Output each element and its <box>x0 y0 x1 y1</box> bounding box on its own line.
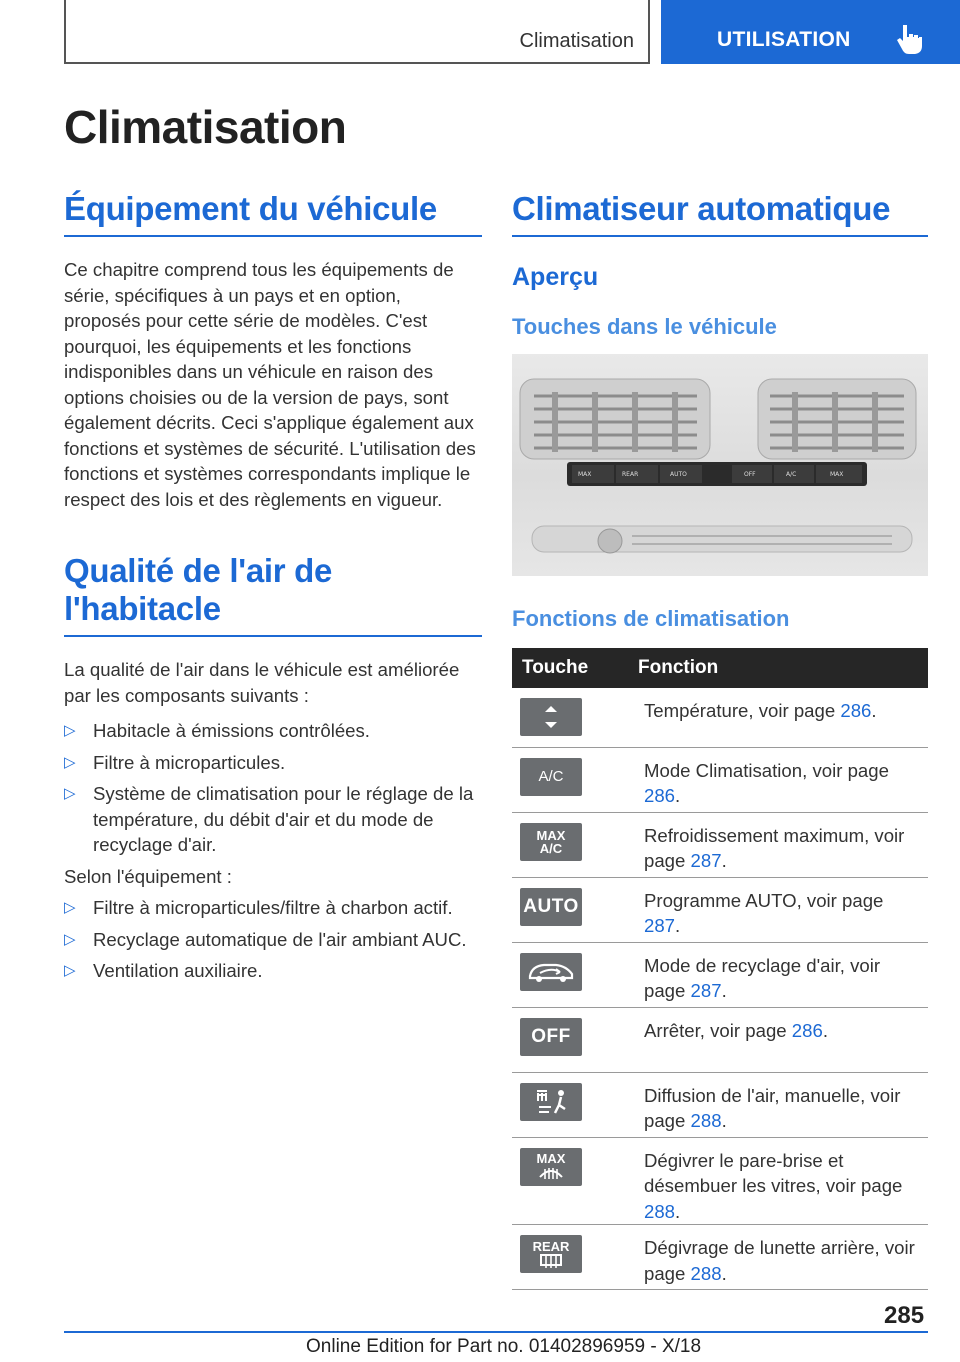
page-link[interactable]: 288 <box>644 1200 676 1222</box>
function-description: Diffusion de l'air, manuelle, voir page 288. <box>636 1072 928 1137</box>
bullet-triangle-icon: ▷ <box>64 785 76 802</box>
right-column <box>512 190 928 1290</box>
photo-button-label: A/C <box>786 471 797 478</box>
photo-button-label: REAR <box>622 471 639 478</box>
list-item: ▷ Filtre à microparticules. <box>64 750 482 776</box>
table-row <box>512 877 928 942</box>
heading-equipment: Équipement du véhicule <box>64 190 482 237</box>
function-description: Programme AUTO, voir page 287. <box>636 877 928 942</box>
list-item: ▷ Filtre à microparticules/filtre à charbon actif. <box>64 895 482 921</box>
heading-buttons-in-vehicle: Touches dans le véhicule <box>512 314 777 339</box>
table-row <box>512 1007 928 1072</box>
table-row <box>512 1137 928 1225</box>
footer-edition: Online Edition for Part no. 01402896959 - X/18 <box>306 1336 702 1357</box>
photo-button-label: AUTO <box>670 471 687 478</box>
bullet-triangle-icon: ▷ <box>64 930 76 948</box>
list-item: ▷ Ventilation auxiliaire. <box>64 958 482 984</box>
air-distribution-icon <box>520 1083 582 1121</box>
footer-divider <box>64 1331 928 1333</box>
photo-button-label: OFF <box>744 471 756 478</box>
table-row <box>512 812 928 877</box>
page-link[interactable]: 288 <box>690 1262 722 1284</box>
function-description: Arrêter, voir page 286. <box>636 1007 928 1072</box>
photo-button-label: MAX <box>578 471 592 478</box>
table-row <box>512 688 928 747</box>
page-title: Climatisation <box>64 101 347 153</box>
list-item: ▷ Habitacle à émissions contrôlées. <box>64 718 482 744</box>
max-defrost-icon: MAX <box>520 1148 582 1186</box>
page-link[interactable]: 286 <box>644 785 676 806</box>
header-section-box <box>64 0 650 64</box>
bullet-triangle-icon: ▷ <box>64 899 76 916</box>
page-link[interactable]: 286 <box>840 700 872 721</box>
off-button-icon: OFF <box>520 1018 582 1056</box>
page-link[interactable]: 287 <box>690 980 722 1001</box>
page-number: 285 <box>884 1302 925 1329</box>
climate-panel-photo <box>512 354 928 576</box>
heading-climate-functions: Fonctions de climatisation <box>512 606 790 631</box>
function-description: Refroidissement maximum, voir page 287. <box>636 812 928 877</box>
recirculation-icon <box>520 953 582 991</box>
header-chapter-label: UTILISATION <box>717 28 851 51</box>
list-item: ▷ Système de climatisation pour le réglage de la température, du débit d'air et du mode de recyclage d'air. <box>64 783 474 855</box>
table-row <box>512 747 928 812</box>
ac-button-icon: A/C <box>520 758 582 796</box>
list-item: ▷ Recyclage automatique de l'air ambiant AUC. <box>64 927 482 953</box>
temperature-arrows-icon <box>520 698 582 736</box>
page-link[interactable]: 286 <box>791 1019 823 1041</box>
function-description: Mode Climatisation, voir page 286. <box>636 747 928 812</box>
photo-button-label: MAX <box>830 471 844 478</box>
heading-air-quality: Qualité de l'air de l'habitacle <box>64 552 482 637</box>
functions-table <box>512 648 928 1290</box>
function-description: Dégivrage de lunette arrière, voir page 288. <box>636 1225 928 1290</box>
equipment-paragraph: Ce chapitre comprend tous les équipements de série, spécifiques à un pays et en option, proposés pour cette série de modèles. C'est pourquoi, les équipements et les fonctions indisponibles dans un véhicule en raison des options choisies ou de la version de pays, sont également décrits. Ceci s'applique également aux fonctions et systèmes de sécurité. L'utilisation des fonctions et systèmes correspondants implique le respect des lois et des règlements en vigueur. <box>64 259 476 510</box>
page-link[interactable]: 287 <box>644 915 676 936</box>
table-row <box>512 1225 928 1290</box>
climate-panel-illustration <box>512 354 928 576</box>
heading-auto-ac: Climatiseur automatique <box>512 190 928 237</box>
column-header-function: Fonction <box>636 648 928 688</box>
page-link[interactable]: 288 <box>690 1110 722 1131</box>
rear-defrost-icon: REAR <box>520 1235 582 1273</box>
pointing-hand-icon <box>897 24 923 54</box>
header-chapter-tab[interactable] <box>661 0 960 64</box>
header-section-title: Climatisation <box>519 30 634 52</box>
function-description: Dégivrer le pare-brise et désembuer les vitres, voir page 288. <box>636 1137 928 1225</box>
air-quality-paragraph: La qualité de l'air dans le véhicule est améliorée par les composants suivants : <box>64 659 460 706</box>
bullet-triangle-icon: ▷ <box>64 722 76 739</box>
function-description: Température, voir page 286. <box>636 688 928 747</box>
heading-overview: Aperçu <box>512 263 599 291</box>
left-column <box>64 190 482 990</box>
bullet-triangle-icon: ▷ <box>64 962 76 979</box>
table-row <box>512 942 928 1007</box>
max-ac-button-icon: MAX A/C <box>520 823 582 861</box>
components-list <box>64 718 482 858</box>
column-header-button: Touche <box>512 648 636 688</box>
table-row <box>512 1072 928 1137</box>
bullet-triangle-icon: ▷ <box>64 753 76 771</box>
page-link[interactable]: 287 <box>690 850 722 871</box>
auto-button-icon: AUTO <box>520 888 582 926</box>
equipment-dependent-label: Selon l'équipement : <box>64 865 232 887</box>
function-description: Mode de recyclage d'air, voir page 287. <box>636 942 928 1007</box>
table-header-row <box>512 648 928 688</box>
optional-list <box>64 895 482 984</box>
